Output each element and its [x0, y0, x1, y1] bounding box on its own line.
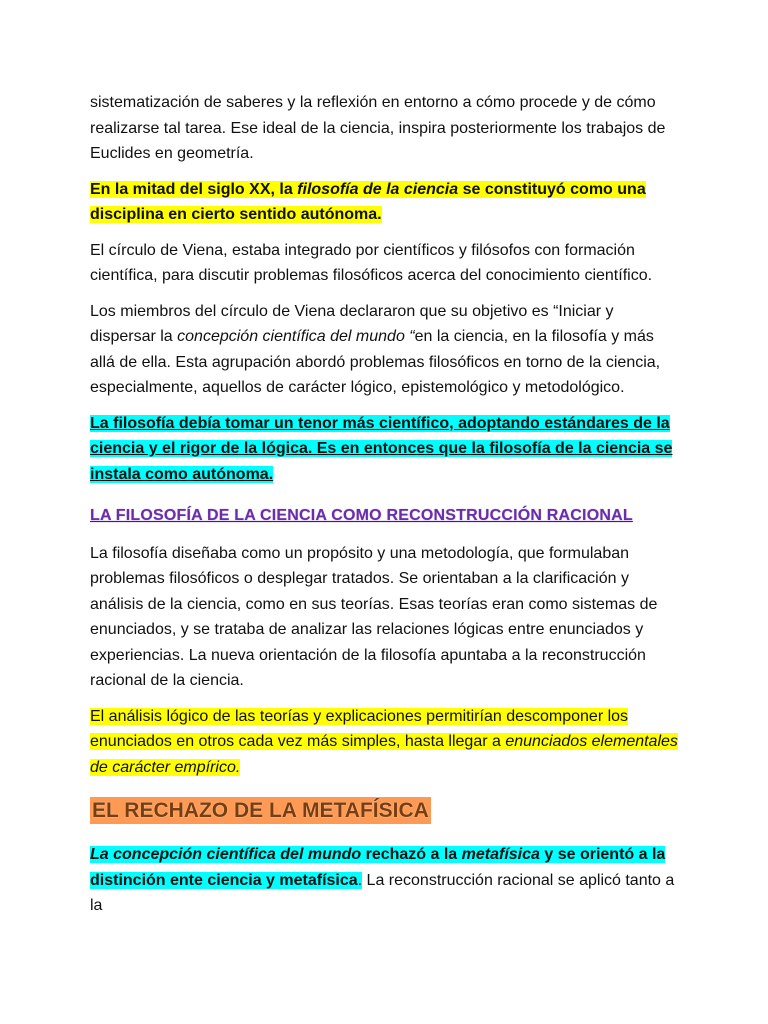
paragraph-3: El círculo de Viena, estaba integrado por científicos y filósofos con formación científica, para discutir problemas filosóficos acerca del conocimiento científico. — [90, 241, 653, 284]
p8-part-a-italic: La concepción científica del mundo — [90, 846, 362, 863]
paragraph-1: sistematización de saberes y la reflexión en entorno a cómo procede y de cómo realizarse tal tarea. Ese ideal de la ciencia, inspira posteriormente los trabajos de Euclides en geometría. — [90, 94, 666, 162]
paragraph-4 — [90, 299, 678, 401]
paragraph-8 — [90, 842, 678, 919]
p7-part-b-italic: enunciados elementales de carácter empírico. — [90, 733, 678, 776]
p8-part-d: y se orientó a la distinción ente ciencia y metafísica — [90, 846, 666, 889]
p2-part-c: se constituyó como una disciplina en cierto sentido autónoma. — [90, 180, 646, 223]
p2-part-b-italic: filosofía de la ciencia — [297, 180, 459, 198]
p8-part-b: rechazó a la — [361, 846, 462, 863]
p8-part-c-italic: metafísica — [461, 846, 540, 863]
p7-part-a: El análisis lógico de las teorías y explicaciones permitirían descomponer los enunciados en otros cada vez más simples, hasta llegar a — [90, 707, 629, 750]
p4-part-a: Los miembros del círculo de Viena declararon que su objetivo es “Iniciar y dispersar la — [90, 302, 614, 345]
paragraph-5-highlighted — [90, 411, 678, 488]
heading-metafisica-text: EL RECHAZO DE LA METAFÍSICA — [92, 799, 429, 822]
p4-part-b-italic: concepción científica del mundo “ — [177, 328, 415, 345]
p2-part-a: En la mitad del siglo XX, la — [90, 180, 298, 198]
paragraph-6: La filosofía diseñaba como un propósito y una metodología, que formulaban problemas filosóficos o desplegar tratados. Se orientaban a la clarificación y análisis de la ciencia, como en sus teorías. Esas teorías eran como sistemas de enunciados, y se trataba de analizar las relaciones lógicas entre enunciados y experiencias. La nueva orientación de la filosofía apuntaba a la reconstrucción racional de la ciencia. — [90, 544, 658, 689]
paragraph-2-highlighted — [90, 177, 678, 228]
section-heading-metafisica — [90, 796, 678, 826]
p4-part-c: en la ciencia, en la filosofía y más allá de ella. Esta agrupación abordó problemas filosóficos en torno de la ciencia, especialmente, aquellos de carácter lógico, epistemológico y metodológico. — [90, 328, 661, 396]
p8-part-f: La reconstrucción racional se aplicó tanto a la — [90, 871, 675, 914]
paragraph-7-highlighted — [90, 704, 678, 781]
p5-text: La filosofía debía tomar un tenor más científico, adoptando estándares de la ciencia y el rigor de la lógica. Es en entonces que la filosofía de la ciencia se instala como autónoma. — [90, 414, 673, 483]
p8-part-e: . — [357, 871, 363, 889]
section-heading-reconstruccion: LA FILOSOFÍA DE LA CIENCIA COMO RECONSTRUCCIÓN RACIONAL — [90, 507, 633, 524]
